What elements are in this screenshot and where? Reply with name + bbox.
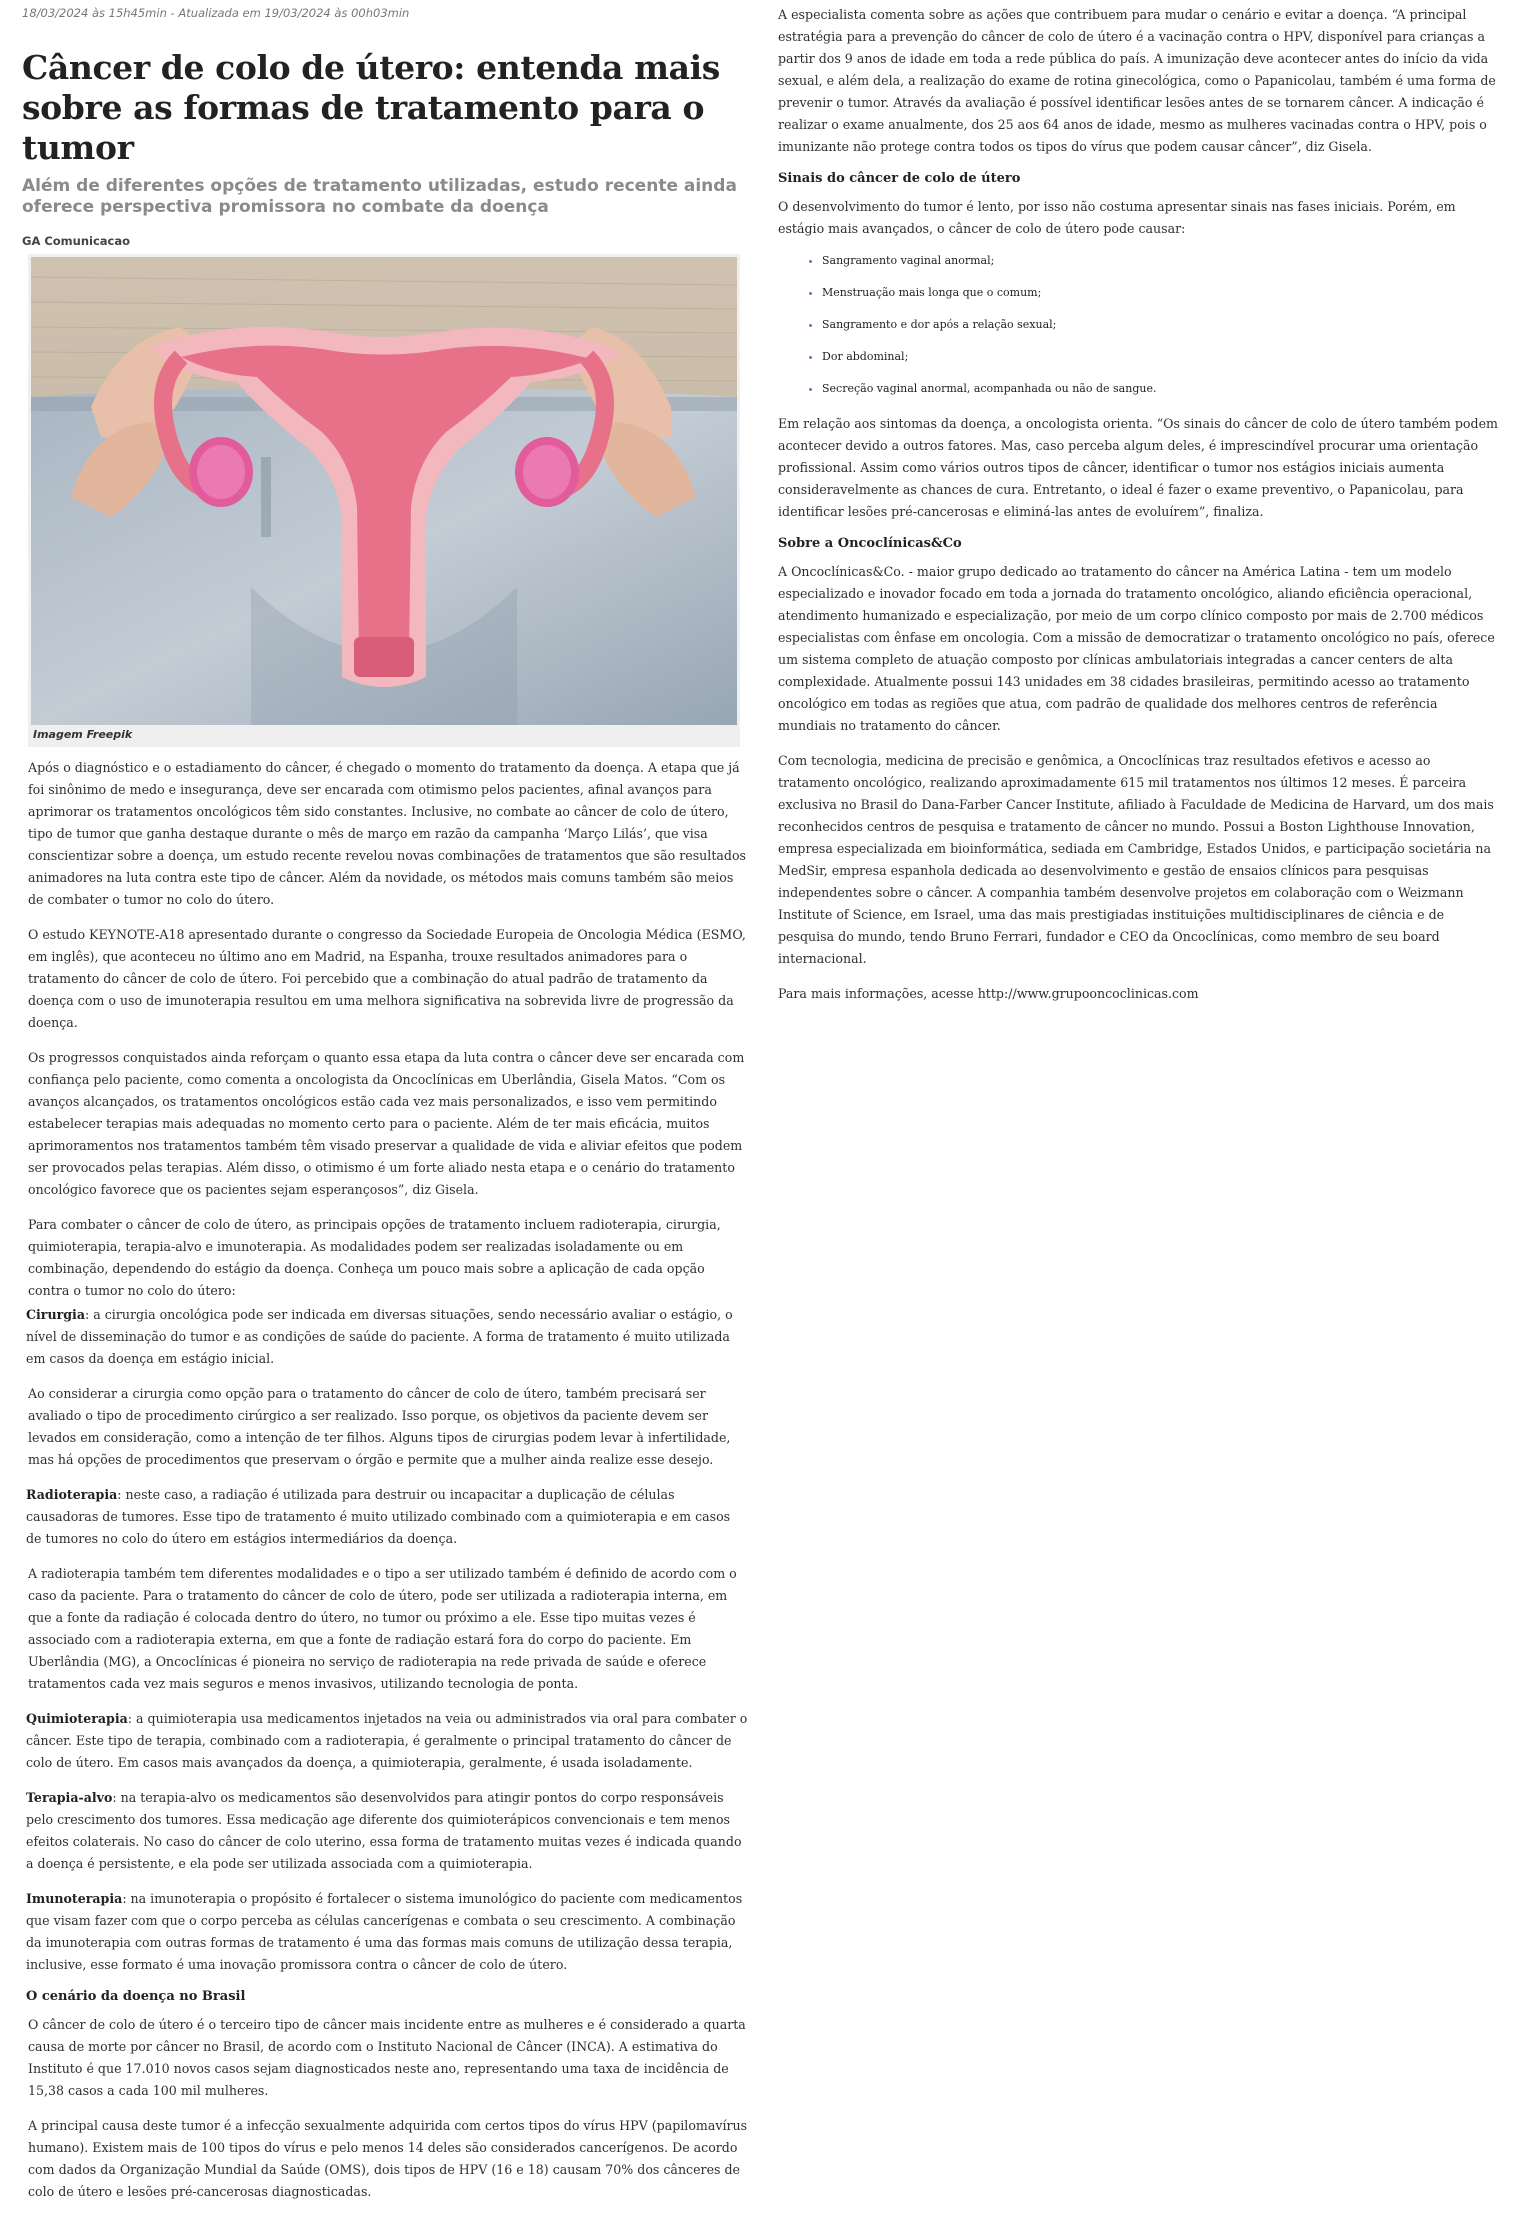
term-cirurgia: Cirurgia [26,1307,85,1322]
uterus-illustration [31,257,737,725]
term-radioterapia: Radioterapia [26,1487,118,1502]
paragraph: Os progressos conquistados ainda reforçam o quanto essa etapa da luta contra o câncer deve ser encarada com confiança pelo paciente, como comenta a oncologista da Oncoclínicas em Uberlândia, Gisela Matos. “Com os avanços alcançados, os tratamentos oncológicos estão cada vez mais personalizados, e isso vem permitindo estabelecer terapias mais adequadas no momento certo para o paciente. Além de ter mais eficácia, muitos aprimoramentos nos tratamentos também têm visado preservar a qualidade de vida e aliviar efeitos que podem ser provocados pelas terapias. Além disso, o otimismo é um forte aliado nesta etapa e o cenário do tratamento oncológico favorece que os pacientes sejam esperançosos”, diz Gisela. [28,1050,745,1197]
paragraph: A radioterapia também tem diferentes modalidades e o tipo a ser utilizado também é definido de acordo com o caso da paciente. Para o tratamento do câncer de colo de útero, pode ser utilizada a radioterapia interna, em que a fonte da radiação é colocada dentro do útero, no tumor ou próximo a ele. Esse tipo muitas vezes é associado com a radioterapia externa, em que a fonte de radiação estará fora do corpo do paciente. Em Uberlândia (MG), a Oncoclínicas é pioneira no serviço de radioterapia na rede privada de saúde e oferece tratamentos cada vez mais seguros e menos invasivos, utilizando tecnologia de ponta. [28,1566,737,1691]
paragraph-imunoterapia [22,1888,762,1976]
paragraph: Após o diagnóstico e o estadiamento do câncer, é chegado o momento do tratamento da doença. A etapa que já foi sinônimo de medo e insegurança, deve ser encarada com otimismo pelos pacientes, afinal avanços para aprimorar os tratamentos oncológicos têm sido constantes. Inclusive, no combate ao câncer de colo de útero, tipo de tumor que ganha destaque durante o mês de março em razão da campanha ‘Março Lilás’, que visa conscientizar sobre a doença, um estudo recente revelou novas combinações de tratamentos que são resultados animadores na luta contra este tipo de câncer. Além da novidade, os métodos mais comuns também são meios de combater o tumor no colo do útero. [28,760,746,907]
term-terapia-alvo: Terapia-alvo [26,1790,113,1805]
term-text: : neste caso, a radiação é utilizada para destruir ou incapacitar a duplicação de células causadoras de tumores. Esse tipo de tratamento é muito utilizado combinado com a quimioterapia e em casos de tumores no colo do útero em estágios intermediários da doença. [26,1487,731,1546]
paragraph: O desenvolvimento do tumor é lento, por isso não costuma apresentar sinais nas fases iniciais. Porém, em estágio mais avançados, o câncer de colo de útero pode causar: [778,199,1456,236]
paragraph: Com tecnologia, medicina de precisão e genômica, a Oncoclínicas traz resultados efetivos e acesso ao tratamento oncológico, realizando aproximadamente 615 mil tratamentos nos últimos 12 meses. É parceira exclusiva no Brasil do Dana-Farber Cancer Institute, afiliado à Faculdade de Medicina de Harvard, um dos mais reconhecidos centros de pesquisa e tratamento de câncer no mundo. Possui a Boston Lighthouse Innovation, empresa especializada em bioinformática, sediada em Cambridge, Estados Unidos, e participação societária na MedSir, empresa espanhola dedicada ao desenvolvimento e gestão de ensaios clínicos para pesquisas independentes sobre o câncer. A companhia também desenvolve projetos em colaboração com o Weizmann Institute of Science, em Israel, uma das mais prestigiadas instituições multidisciplinares de ciência e de pesquisa do mundo, tendo Bruno Ferrari, fundador e CEO da Oncoclínicas, como membro de seu board internacional. [778,753,1494,966]
right-column [778,0,1498,1018]
paragraph: Para combater o câncer de colo de útero, as principais opções de tratamento incluem radioterapia, cirurgia, quimioterapia, terapia-alvo e imunoterapia. As modalidades podem ser realizadas isoladamente ou em combinação, dependendo do estágio da doença. Conheça um pouco mais sobre a aplicação de cada opção contra o tumor no colo do útero: [28,1217,721,1298]
subtitle: Além de diferentes opções de tratamento utilizadas, estudo recente ainda oferece perspectiva promissora no combate da doença [22,176,737,217]
paragraph: A principal causa deste tumor é a infecção sexualmente adquirida com certos tipos do vírus HPV (papilomavírus humano). Existem mais de 100 tipos do vírus e pelo menos 14 deles são considerados cancerígenos. De acordo com dados da Organização Mundial da Saúde (OMS), dois tipos de HPV (16 e 18) causam 70% dos cânceres de colo de útero e lesões pré-cancerosas diagnosticadas. [28,2118,748,2199]
paragraph-radioterapia [22,1484,762,1550]
section-heading-sobre: Sobre a Oncoclínicas&Co [778,536,962,551]
article-image [31,257,737,725]
term-text: : na terapia-alvo os medicamentos são desenvolvidos para atingir pontos do corpo responsáveis pelo crescimento dos tumores. Essa medicação age diferente dos quimioterápicos convencionais e tem menos efeitos colaterais. No caso do câncer de colo uterino, essa forma de tratamento muitas vezes é indicada quando a doença é persistente, e ela pode ser utilizada associada com a quimioterapia. [26,1790,742,1871]
image-caption: Imagem Freepik [33,728,133,741]
term-quimioterapia: Quimioterapia [26,1711,128,1726]
headline: Câncer de colo de útero: entenda mais sobre as formas de tratamento para o tumor [22,48,720,167]
paragraph-cirurgia [22,1304,762,1370]
section-heading-brasil: O cenário da doença no Brasil [26,1989,246,2004]
term-imunoterapia: Imunoterapia [26,1891,123,1906]
paragraph: A Oncoclínicas&Co. - maior grupo dedicado ao tratamento do câncer na América Latina - tem um modelo especializado e inovador focado em toda a jornada do tratamento oncológico, aliando eficiência operacional, atendimento humanizado e especialização, por meio de um corpo clínico composto por mais de 2.700 médicos especialistas com ênfase em oncologia. Com a missão de democratizar o tratamento oncológico no país, oferece um sistema completo de atuação composto por clínicas ambulatoriais integradas a cancer centers de alta complexidade. Atualmente possui 143 unidades em 38 cidades brasileiras, permitindo acesso ao tratamento oncológico em todas as regiões que atua, com padrão de qualidade dos melhores centros de referência mundiais no tratamento do câncer. [778,564,1495,733]
list-item: • Dor abdominal; [822,349,1498,365]
section-heading-sinais: Sinais do câncer de colo de útero [778,171,1021,186]
left-column [22,0,762,2216]
signs-list [778,253,1498,397]
author-name: GA Comunicacao [22,234,131,248]
more-info-link[interactable]: Para mais informações, acesse http://www.grupooncoclinicas.com [778,986,1199,1001]
paragraph: O câncer de colo de útero é o terceiro tipo de câncer mais incidente entre as mulheres e é considerado a quarta causa de morte por câncer no Brasil, de acordo com o Instituto Nacional de Câncer (INCA). A estimativa do Instituto é que 17.010 novos casos sejam diagnosticados neste ano, representando uma taxa de incidência de 15,38 casos a cada 100 mil mulheres. [28,2017,746,2098]
list-item: • Sangramento vaginal anormal; [822,253,1498,269]
paragraph: A especialista comenta sobre as ações que contribuem para mudar o cenário e evitar a doença. “A principal estratégia para a prevenção do câncer de colo de útero é a vacinação contra o HPV, disponível para crianças a partir dos 9 anos de idade em toda a rede pública do país. A imunização deve acontecer antes do início da vida sexual, e além dela, a realização do exame de rotina ginecológica, como o Papanicolau, também é uma forma de prevenir o tumor. Através da avaliação é possível identificar lesões antes de se tornarem câncer. A indicação é realizar o exame anualmente, dos 25 aos 64 anos de idade, mesmo as mulheres vacinadas contra o HPV, pois o imunizante não protege contra todos os tipos do vírus que podem causar câncer”, diz Gisela. [778,7,1496,154]
list-item: • Sangramento e dor após a relação sexual; [822,317,1498,333]
term-text: : a quimioterapia usa medicamentos injetados na veia ou administrados via oral para combater o câncer. Este tipo de terapia, combinado com a radioterapia, é geralmente o principal tratamento do câncer de colo de útero. Em casos mais avançados da doença, a quimioterapia, geralmente, é usada isoladamente. [26,1711,748,1770]
paragraph: Ao considerar a cirurgia como opção para o tratamento do câncer de colo de útero, também precisará ser avaliado o tipo de procedimento cirúrgico a ser realizado. Isso porque, os objetivos da paciente devem ser levados em consideração, como a intenção de ter filhos. Alguns tipos de cirurgias podem levar à infertilidade, mas há opções de procedimentos que preservam o órgão e permite que a mulher ainda realize esse desejo. [28,1386,731,1467]
paragraph: O estudo KEYNOTE-A18 apresentado durante o congresso da Sociedade Europeia de Oncologia Médica (ESMO, em inglês), que aconteceu no último ano em Madrid, na Espanha, trouxe resultados animadores para o tratamento do câncer de colo de útero. Foi percebido que a combinação do atual padrão de tratamento da doença com o uso de imunoterapia resultou em uma melhora significativa na sobrevida livre de progressão da doença. [28,927,746,1030]
paragraph: Em relação aos sintomas da doença, a oncologista orienta. “Os sinais do câncer de colo de útero também podem acontecer devido a outros fatores. Mas, caso perceba algum deles, é imprescindível procurar uma orientação profissional. Assim como vários outros tipos de câncer, identificar o tumor nos estágios iniciais aumenta consideravelmente as chances de cura. Entretanto, o ideal é fazer o exame preventivo, o Papanicolau, para identificar lesões pré-cancerosas e eliminá-las antes de evoluírem”, finaliza. [778,416,1498,519]
paragraph-quimioterapia [22,1708,762,1774]
list-item: • Secreção vaginal anormal, acompanhada ou não de sangue. [822,381,1498,397]
list-item: • Menstruação mais longa que o comum; [822,285,1498,301]
paragraph-terapia-alvo [22,1787,762,1875]
term-text: : a cirurgia oncológica pode ser indicada em diversas situações, sendo necessário avaliar o estágio, o nível de disseminação do tumor e as condições de saúde do paciente. A forma de tratamento é muito utilizada em casos da doença em estágio inicial. [26,1307,733,1366]
publish-date: 18/03/2024 às 15h45min - Atualizada em 19/03/2024 às 00h03min [22,6,410,20]
article-image-figure [28,254,740,747]
term-text: : na imunoterapia o propósito é fortalecer o sistema imunológico do paciente com medicamentos que visam fazer com que o corpo perceba as células cancerígenas e combata o seu crescimento. A combinação da imunoterapia com outras formas de tratamento é uma das formas mais comuns de utilização dessa terapia, inclusive, esse formato é uma inovação promissora contra o câncer de colo de útero. [26,1891,743,1972]
